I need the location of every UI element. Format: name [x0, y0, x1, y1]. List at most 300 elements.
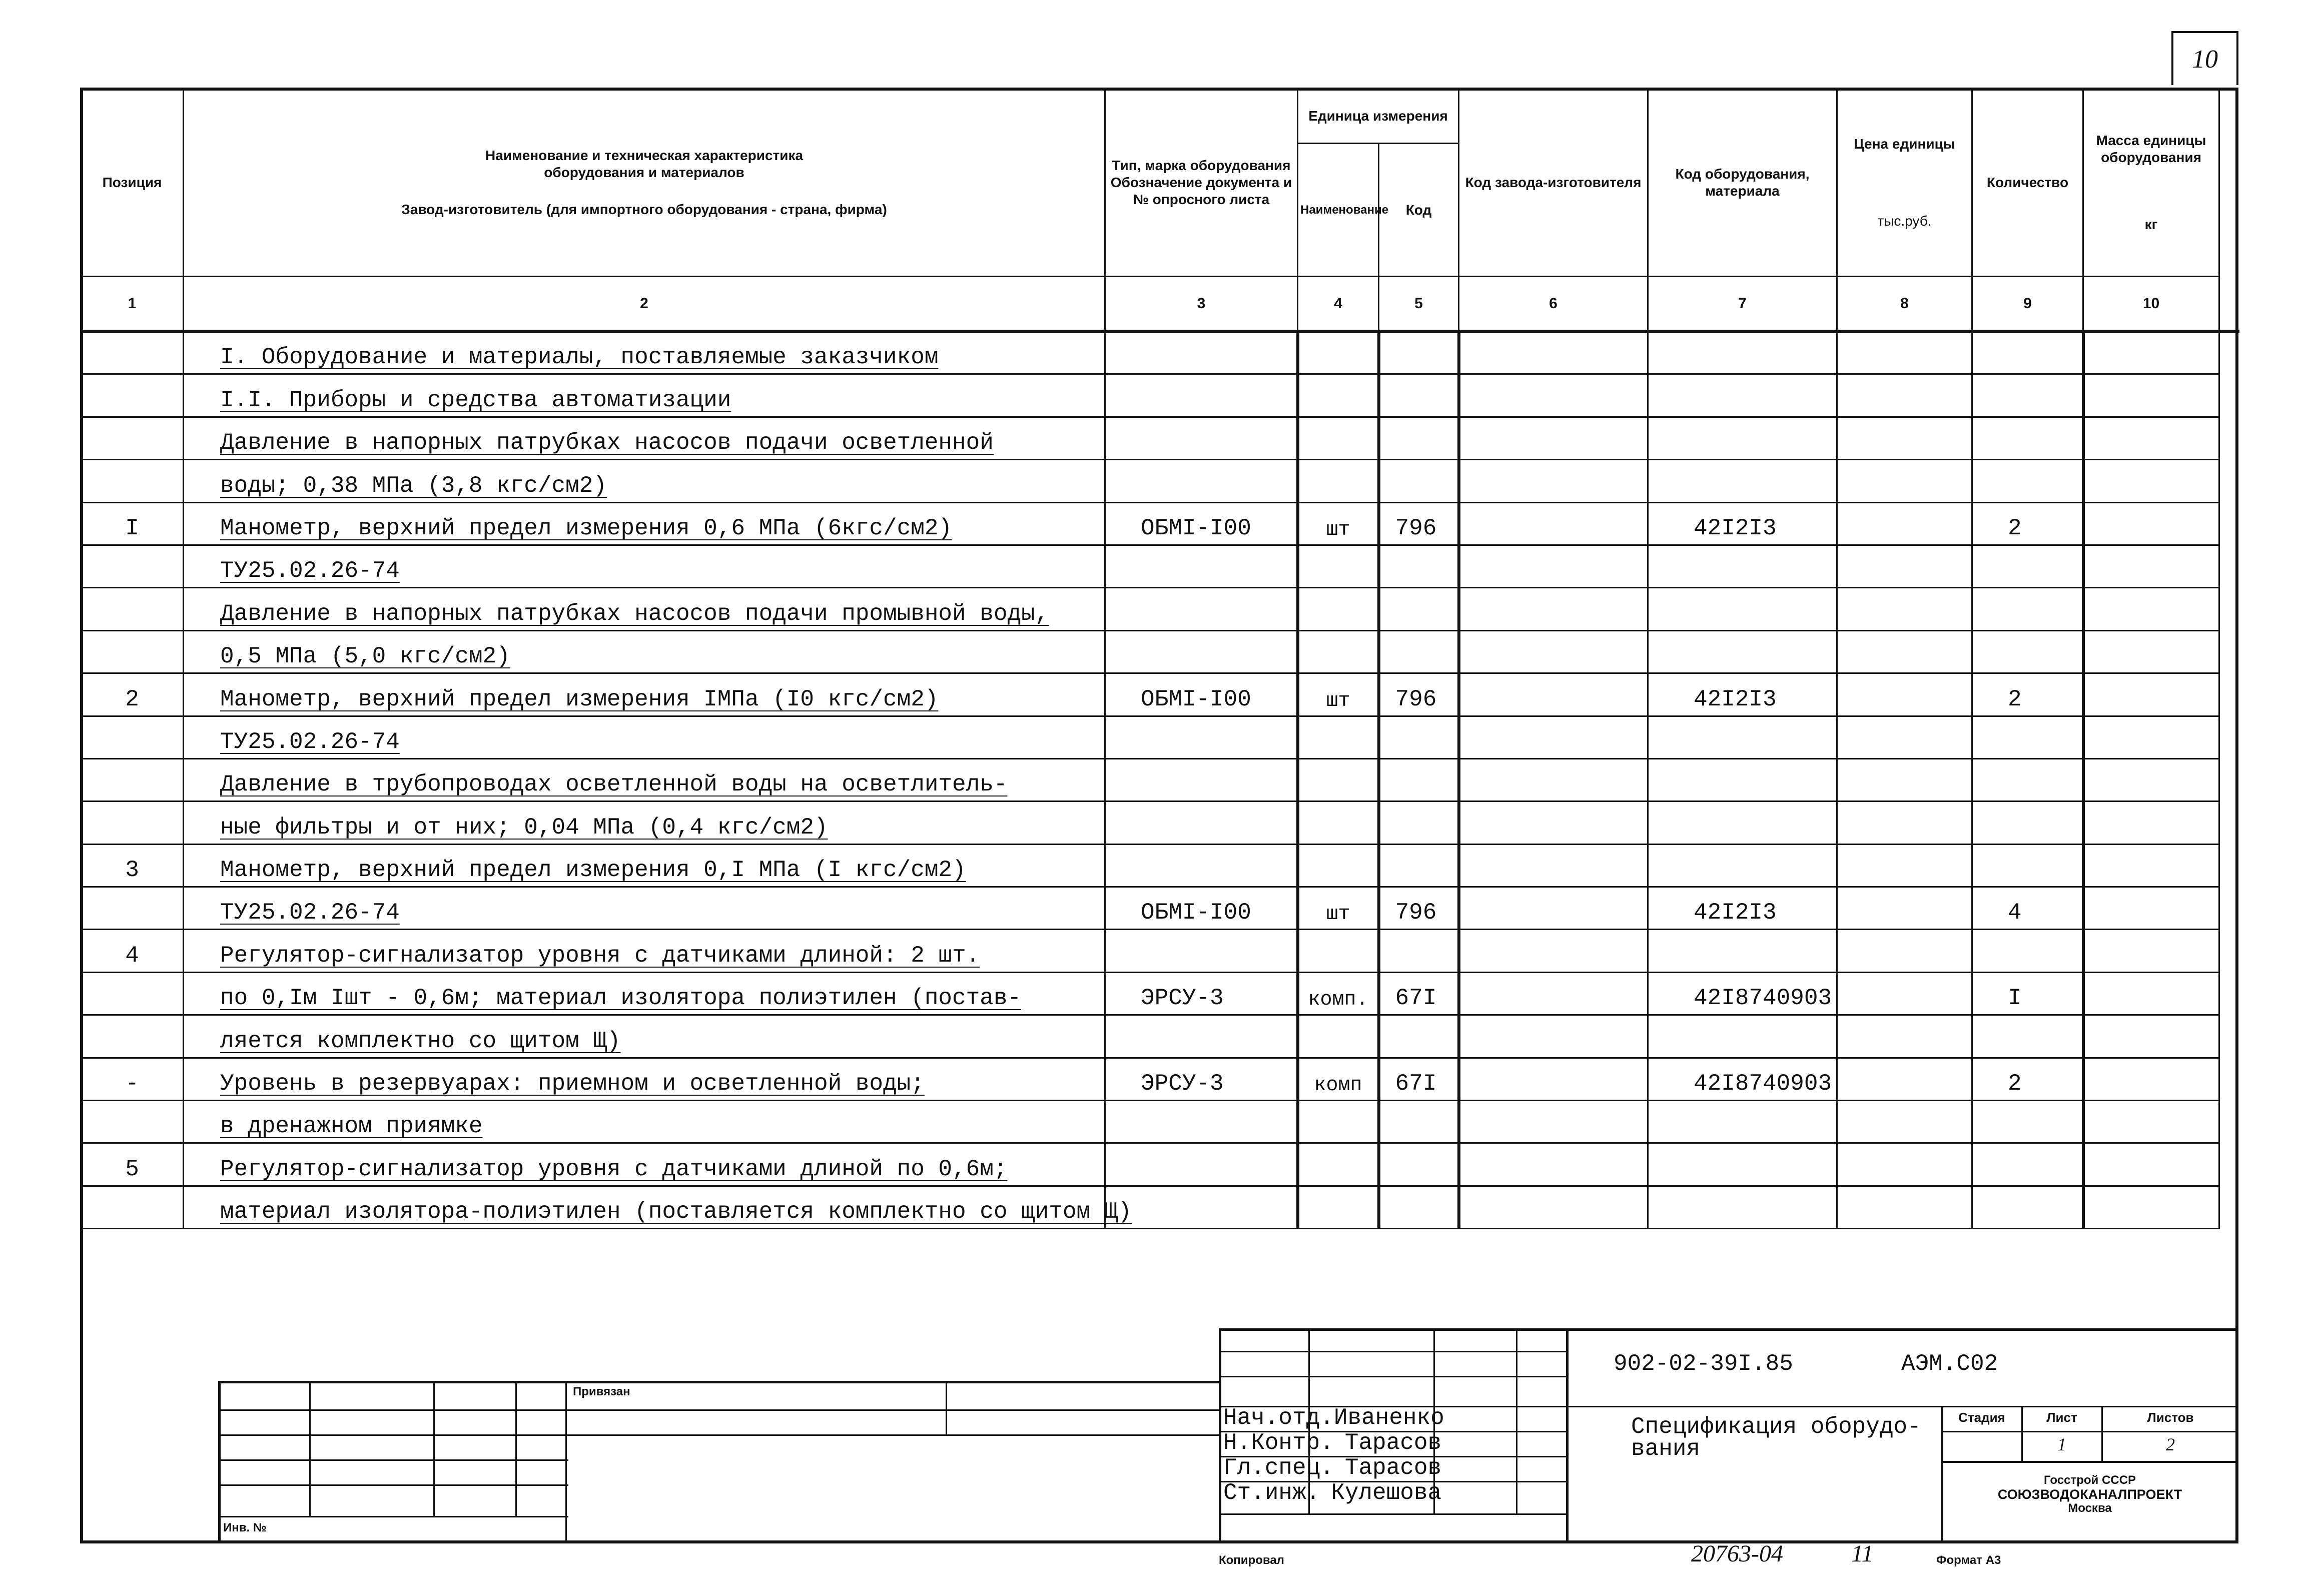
mass-cell [2083, 1143, 2219, 1186]
table-row [81, 844, 2239, 887]
inventory-label: Инв. № [223, 1521, 267, 1534]
manufacturer-code-cell [1459, 1143, 1648, 1186]
position-cell [81, 887, 184, 930]
unit-name-cell [1298, 417, 1379, 459]
position-cell [81, 630, 184, 673]
privyazan-label: Привязан [573, 1385, 630, 1398]
row-spacer [2219, 588, 2239, 630]
type-cell: ЭРСУ-3 [1105, 972, 1298, 1015]
type-cell [1105, 716, 1298, 758]
type-cell [1105, 844, 1298, 887]
document-title-line2: вания [1631, 1436, 1701, 1462]
unit-name-cell: шт [1298, 502, 1379, 545]
header-price-label: Цена единицы [1854, 136, 1955, 152]
price-cell [1837, 630, 1972, 673]
specification-body [81, 332, 2239, 1229]
mass-cell [2083, 844, 2219, 887]
manufacturer-code-cell [1459, 1015, 1648, 1058]
mass-cell [2083, 630, 2219, 673]
sheets-label: Листов [2147, 1410, 2194, 1425]
manufacturer-code-cell [1459, 374, 1648, 417]
document-code: 902-02-39I.85 [1614, 1351, 1793, 1377]
unit-code-cell: 67I [1379, 972, 1459, 1015]
header-name [184, 89, 1105, 277]
table-row [81, 545, 2239, 587]
mass-cell [2083, 1101, 2219, 1143]
position-cell [81, 1186, 184, 1228]
unit-name-cell [1298, 545, 1379, 587]
equipment-code-cell: 42I2I3 [1648, 887, 1837, 930]
quantity-cell [1972, 1101, 2083, 1143]
equipment-code-cell [1648, 1143, 1837, 1186]
unit-code-cell [1379, 802, 1459, 844]
unit-name-cell: шт [1298, 887, 1379, 930]
manufacturer-code-cell [1459, 844, 1648, 887]
stage-label: Стадия [1958, 1410, 2005, 1425]
price-cell [1837, 802, 1972, 844]
manufacturer-code-cell [1459, 460, 1648, 502]
quantity-cell [1972, 1143, 2083, 1186]
price-cell [1837, 844, 1972, 887]
manufacturer-code-cell [1459, 673, 1648, 716]
quantity-cell: 2 [1972, 673, 2083, 716]
header-unit-name: Наименование [1298, 144, 1379, 277]
quantity-cell [1972, 1015, 2083, 1058]
unit-name-cell [1298, 374, 1379, 417]
position-cell [81, 374, 184, 417]
signature-row-2: Н.Контр. Тарасов [1223, 1430, 1442, 1456]
unit-code-cell [1379, 460, 1459, 502]
row-spacer [2219, 332, 2239, 374]
column-number: 9 [1972, 277, 2083, 332]
equipment-code-cell [1648, 332, 1837, 374]
table-row [81, 930, 2239, 972]
sheet-corner-number: 10 [2171, 31, 2238, 85]
quantity-cell [1972, 630, 2083, 673]
manufacturer-code-cell [1459, 630, 1648, 673]
unit-code-cell [1379, 1015, 1459, 1058]
manufacturer-code-cell [1459, 332, 1648, 374]
quantity-cell [1972, 930, 2083, 972]
column-spacer [2219, 277, 2239, 332]
table-row [81, 1186, 2239, 1228]
price-cell [1837, 460, 1972, 502]
name-cell: Регулятор-сигнализатор уровня с датчиками длиной: 2 шт. [184, 930, 1105, 972]
price-cell [1837, 502, 1972, 545]
name-cell: I.I. Приборы и средства автоматизации [184, 374, 1105, 417]
position-cell: I [81, 502, 184, 545]
type-cell [1105, 545, 1298, 587]
document-title-line1: Спецификация оборудо- [1631, 1414, 1921, 1440]
price-cell [1837, 1186, 1972, 1228]
manufacturer-code-cell [1459, 545, 1648, 587]
equipment-code-cell [1648, 930, 1837, 972]
row-spacer [2219, 673, 2239, 716]
name-cell: по 0,Iм Iшт - 0,6м; материал изолятора полиэтилен (постав- [184, 972, 1105, 1015]
equipment-code-cell: 42I2I3 [1648, 502, 1837, 545]
type-cell: ЭРСУ-3 [1105, 1058, 1298, 1100]
quantity-cell [1972, 460, 2083, 502]
header-mfr-code: Код завода-изготовителя [1459, 89, 1648, 277]
mass-cell [2083, 802, 2219, 844]
name-cell: Давление в напорных патрубках насосов подачи осветленной [184, 417, 1105, 459]
unit-name-cell [1298, 588, 1379, 630]
position-cell: 3 [81, 844, 184, 887]
equipment-code-cell: 42I2I3 [1648, 673, 1837, 716]
manufacturer-code-cell [1459, 417, 1648, 459]
row-spacer [2219, 374, 2239, 417]
column-number: 2 [184, 277, 1105, 332]
unit-name-cell: комп. [1298, 972, 1379, 1015]
mass-cell [2083, 887, 2219, 930]
price-cell [1837, 758, 1972, 801]
format-label: Формат А3 [1936, 1553, 2001, 1567]
column-number: 3 [1105, 277, 1298, 332]
type-cell [1105, 332, 1298, 374]
mass-cell [2083, 502, 2219, 545]
unit-name-cell [1298, 716, 1379, 758]
position-cell [81, 972, 184, 1015]
unit-code-cell: 796 [1379, 673, 1459, 716]
unit-name-cell [1298, 1015, 1379, 1058]
row-spacer [2219, 844, 2239, 887]
header-unit-group: Единица измерения [1298, 89, 1459, 144]
manufacturer-code-cell [1459, 887, 1648, 930]
table-row [81, 1058, 2239, 1100]
equipment-code-cell [1648, 802, 1837, 844]
org-line3: Москва [2068, 1501, 2112, 1515]
unit-code-cell [1379, 588, 1459, 630]
table-row [81, 374, 2239, 417]
position-cell [81, 417, 184, 459]
type-cell [1105, 1015, 1298, 1058]
signature-row-1: Нач.отд.Иваненко [1223, 1405, 1444, 1431]
table-row [81, 673, 2239, 716]
row-spacer [2219, 1101, 2239, 1143]
position-cell [81, 1015, 184, 1058]
row-spacer [2219, 545, 2239, 587]
table-row [81, 502, 2239, 545]
copied-label: Копировал [1219, 1553, 1284, 1567]
name-cell: ляется комплектно со щитом Щ) [184, 1015, 1105, 1058]
manufacturer-code-cell [1459, 588, 1648, 630]
table-row [81, 1015, 2239, 1058]
unit-name-cell [1298, 758, 1379, 801]
row-spacer [2219, 1015, 2239, 1058]
table-row [81, 758, 2239, 801]
header-price-unit: тыс.руб. [1877, 213, 1932, 229]
name-cell: 0,5 МПа (5,0 кгс/см2) [184, 630, 1105, 673]
equipment-code-cell: 42I8740903 [1648, 1058, 1837, 1100]
quantity-cell: I [1972, 972, 2083, 1015]
unit-code-cell [1379, 930, 1459, 972]
header-type: Тип, марка оборудования Обозначение документа и № опросного листа [1105, 89, 1298, 277]
type-cell [1105, 417, 1298, 459]
quantity-cell [1972, 417, 2083, 459]
equipment-code-cell [1648, 1186, 1837, 1228]
specification-table [80, 88, 2239, 1229]
mass-cell [2083, 930, 2219, 972]
manufacturer-code-cell [1459, 1186, 1648, 1228]
price-cell [1837, 716, 1972, 758]
unit-name-cell [1298, 930, 1379, 972]
name-cell: Манометр, верхний предел измерения 0,I МПа (I кгс/см2) [184, 844, 1105, 887]
header-quantity: Количество [1972, 89, 2083, 277]
unit-code-cell [1379, 758, 1459, 801]
price-cell [1837, 588, 1972, 630]
name-cell: ТУ25.02.26-74 [184, 716, 1105, 758]
header-name-line2: оборудования и материалов [544, 164, 744, 180]
manufacturer-code-cell [1459, 972, 1648, 1015]
org-line1: Госстрой СССР [2044, 1473, 2136, 1487]
position-cell [81, 460, 184, 502]
header-spacer [2219, 89, 2239, 277]
row-spacer [2219, 716, 2239, 758]
type-cell: ОБМI-I00 [1105, 502, 1298, 545]
price-cell [1837, 972, 1972, 1015]
table-row [81, 802, 2239, 844]
price-cell [1837, 930, 1972, 972]
row-spacer [2219, 1186, 2239, 1228]
name-cell: ные фильтры и от них; 0,04 МПа (0,4 кгс/см2) [184, 802, 1105, 844]
table-row [81, 332, 2239, 374]
equipment-code-cell [1648, 1015, 1837, 1058]
equipment-code-cell [1648, 460, 1837, 502]
quantity-cell: 4 [1972, 887, 2083, 930]
archive-number: 20763-04 [1691, 1540, 1783, 1567]
unit-code-cell [1379, 417, 1459, 459]
unit-code-cell [1379, 1143, 1459, 1186]
org-line2: СОЮЗВОДОКАНАЛПРОЕКТ [1997, 1487, 2182, 1502]
name-cell: материал изолятора-полиэтилен (поставляется комплектно со щитом Щ) [184, 1186, 1105, 1228]
equipment-code-cell [1648, 758, 1837, 801]
column-number: 10 [2083, 277, 2219, 332]
name-cell: Манометр, верхний предел измерения 0,6 МПа (6кгс/см2) [184, 502, 1105, 545]
quantity-cell [1972, 758, 2083, 801]
unit-code-cell [1379, 844, 1459, 887]
column-number: 6 [1459, 277, 1648, 332]
table-row [81, 1143, 2239, 1186]
name-cell: воды; 0,38 МПа (3,8 кгс/см2) [184, 460, 1105, 502]
quantity-cell: 2 [1972, 1058, 2083, 1100]
price-cell [1837, 332, 1972, 374]
position-cell [81, 588, 184, 630]
price-cell [1837, 374, 1972, 417]
unit-code-cell [1379, 716, 1459, 758]
row-spacer [2219, 630, 2239, 673]
unit-name-cell [1298, 332, 1379, 374]
price-cell [1837, 673, 1972, 716]
column-number: 1 [81, 277, 184, 332]
type-cell: ОБМI-I00 [1105, 673, 1298, 716]
unit-name-cell [1298, 802, 1379, 844]
type-cell [1105, 1186, 1298, 1228]
mass-cell [2083, 1186, 2219, 1228]
header-mass-unit: кг [2144, 216, 2158, 232]
unit-code-cell [1379, 332, 1459, 374]
unit-name-cell [1298, 460, 1379, 502]
type-cell [1105, 588, 1298, 630]
price-cell [1837, 417, 1972, 459]
type-cell [1105, 460, 1298, 502]
row-spacer [2219, 930, 2239, 972]
equipment-code-cell [1648, 545, 1837, 587]
equipment-code-cell [1648, 630, 1837, 673]
quantity-cell [1972, 802, 2083, 844]
column-number: 5 [1379, 277, 1459, 332]
position-cell: 5 [81, 1143, 184, 1186]
table-row [81, 460, 2239, 502]
manufacturer-code-cell [1459, 930, 1648, 972]
mass-cell [2083, 417, 2219, 459]
equipment-code-cell [1648, 716, 1837, 758]
column-number-row [81, 277, 2239, 332]
mass-cell [2083, 588, 2219, 630]
type-cell [1105, 630, 1298, 673]
column-number: 4 [1298, 277, 1379, 332]
position-cell [81, 545, 184, 587]
price-cell [1837, 1058, 1972, 1100]
unit-code-cell: 796 [1379, 502, 1459, 545]
unit-code-cell [1379, 1101, 1459, 1143]
header-mass-label: Масса единицы оборудования [2096, 132, 2206, 165]
unit-code-cell: 67I [1379, 1058, 1459, 1100]
row-spacer [2219, 460, 2239, 502]
quantity-cell [1972, 332, 2083, 374]
manufacturer-code-cell [1459, 502, 1648, 545]
sheet-label: Лист [2046, 1410, 2077, 1425]
mass-cell [2083, 545, 2219, 587]
equipment-code-cell [1648, 1101, 1837, 1143]
unit-name-cell [1298, 1186, 1379, 1228]
equipment-code-cell [1648, 844, 1837, 887]
name-cell: ТУ25.02.26-74 [184, 545, 1105, 587]
position-cell [81, 332, 184, 374]
table-row [81, 630, 2239, 673]
row-spacer [2219, 887, 2239, 930]
type-cell [1105, 758, 1298, 801]
row-spacer [2219, 417, 2239, 459]
unit-code-cell [1379, 630, 1459, 673]
unit-code-cell [1379, 1186, 1459, 1228]
equipment-code-cell [1648, 374, 1837, 417]
price-cell [1837, 545, 1972, 587]
price-cell [1837, 1143, 1972, 1186]
price-cell [1837, 887, 1972, 930]
table-row [81, 588, 2239, 630]
manufacturer-code-cell [1459, 1101, 1648, 1143]
equipment-code-cell [1648, 588, 1837, 630]
row-spacer [2219, 502, 2239, 545]
quantity-cell: 2 [1972, 502, 2083, 545]
sheets-value: 2 [2166, 1434, 2175, 1454]
signature-row-3: Гл.спец. Тарасов [1223, 1455, 1442, 1481]
unit-code-cell: 796 [1379, 887, 1459, 930]
manufacturer-code-cell [1459, 802, 1648, 844]
mass-cell [2083, 460, 2219, 502]
name-cell: I. Оборудование и материалы, поставляемые заказчиком [184, 332, 1105, 374]
mass-cell [2083, 1058, 2219, 1100]
signature-row-4: Ст.инж. Кулешова [1223, 1480, 1442, 1506]
equipment-code-cell [1648, 417, 1837, 459]
position-cell [81, 802, 184, 844]
column-number: 8 [1837, 277, 1972, 332]
quantity-cell [1972, 374, 2083, 417]
unit-code-cell [1379, 545, 1459, 587]
manufacturer-code-cell [1459, 1058, 1648, 1100]
table-row [81, 972, 2239, 1015]
unit-name-cell [1298, 844, 1379, 887]
table-row [81, 716, 2239, 758]
document-mark: АЭМ.С02 [1901, 1351, 1998, 1377]
column-number: 7 [1648, 277, 1837, 332]
name-cell: Давление в напорных патрубках насосов подачи промывной воды, [184, 588, 1105, 630]
table-row [81, 887, 2239, 930]
price-cell [1837, 1015, 1972, 1058]
table-row [81, 1101, 2239, 1143]
mass-cell [2083, 332, 2219, 374]
row-spacer [2219, 1143, 2239, 1186]
row-spacer [2219, 972, 2239, 1015]
type-cell [1105, 930, 1298, 972]
header-mass [2083, 89, 2219, 277]
mass-cell [2083, 758, 2219, 801]
header-name-line1: Наименование и техническая характеристика [485, 147, 804, 163]
quantity-cell [1972, 545, 2083, 587]
type-cell [1105, 802, 1298, 844]
header-equip-code: Код оборудования, материала [1648, 89, 1837, 277]
mass-cell [2083, 1015, 2219, 1058]
type-cell [1105, 1101, 1298, 1143]
header-position: Позиция [81, 89, 184, 277]
header-unit-code: Код [1379, 144, 1459, 277]
type-cell [1105, 374, 1298, 417]
position-cell: - [81, 1058, 184, 1100]
unit-code-cell [1379, 374, 1459, 417]
row-spacer [2219, 802, 2239, 844]
name-cell: Регулятор-сигнализатор уровня с датчиками длиной по 0,6м; [184, 1143, 1105, 1186]
quantity-cell [1972, 716, 2083, 758]
header-manufacturer: Завод-изготовитель (для импортного оборудования - страна, фирма) [401, 201, 887, 217]
price-cell [1837, 1101, 1972, 1143]
quantity-cell [1972, 844, 2083, 887]
mass-cell [2083, 716, 2219, 758]
name-cell: Давление в трубопроводах осветленной воды на осветлитель- [184, 758, 1105, 801]
mass-cell [2083, 673, 2219, 716]
name-cell: в дренажном приямке [184, 1101, 1105, 1143]
position-cell [81, 716, 184, 758]
quantity-cell [1972, 1186, 2083, 1228]
organization [1941, 1473, 2238, 1515]
quantity-cell [1972, 588, 2083, 630]
row-spacer [2219, 1058, 2239, 1100]
archive-sheet: 11 [1851, 1540, 1874, 1567]
manufacturer-code-cell [1459, 716, 1648, 758]
document-title [1631, 1416, 1921, 1460]
name-cell: Манометр, верхний предел измерения IМПа (I0 кгс/см2) [184, 673, 1105, 716]
unit-name-cell [1298, 630, 1379, 673]
type-cell [1105, 1143, 1298, 1186]
position-cell [81, 1101, 184, 1143]
table-row [81, 417, 2239, 459]
name-cell: ТУ25.02.26-74 [184, 887, 1105, 930]
mass-cell [2083, 374, 2219, 417]
unit-name-cell [1298, 1101, 1379, 1143]
position-cell: 2 [81, 673, 184, 716]
manufacturer-code-cell [1459, 758, 1648, 801]
header-price [1837, 89, 1972, 277]
name-cell: Уровень в резервуарах: приемном и осветленной воды; [184, 1058, 1105, 1100]
